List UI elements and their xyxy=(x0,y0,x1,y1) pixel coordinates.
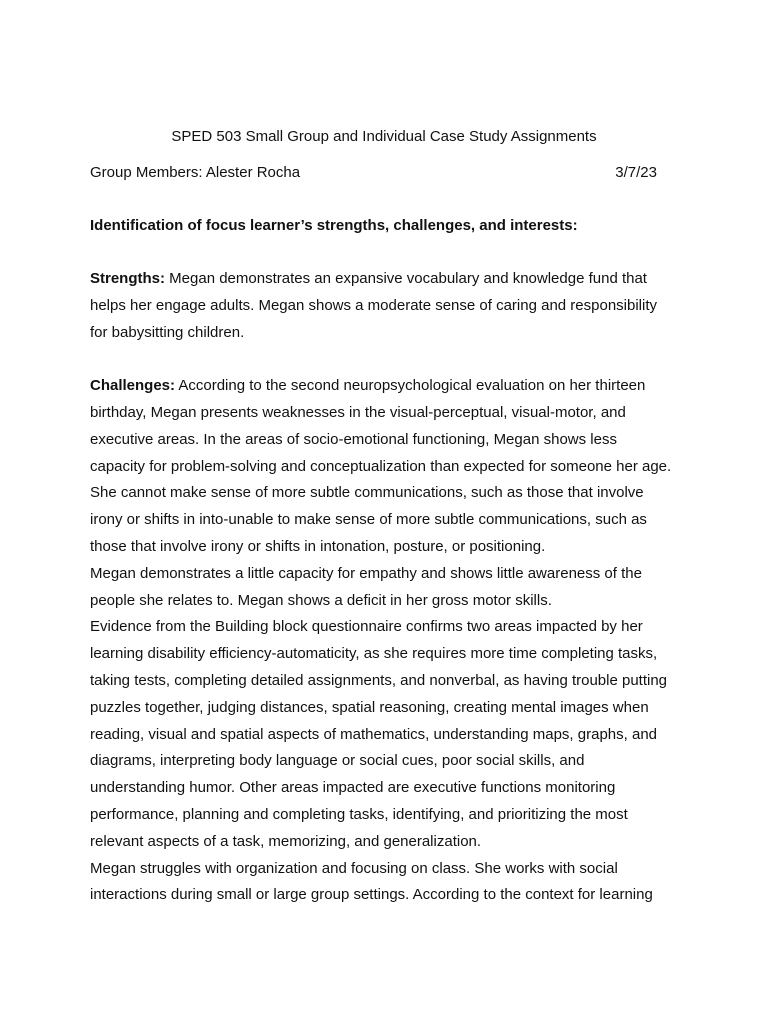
challenges-line-7: those that involve irony or shifts in intonation, posture, or positioning. xyxy=(90,537,546,555)
group-members: Group Members: Alester Rocha xyxy=(90,164,301,181)
evidence-paragraph xyxy=(90,614,680,855)
empathy-line-1: Megan demonstrates a little capacity for empathy and shows little awareness of the xyxy=(90,564,642,582)
organization-line-2: interactions during small or large group settings. According to the context for learning xyxy=(90,886,653,904)
evidence-line-1: Evidence from the Building block questionnaire confirms two areas impacted by her xyxy=(90,618,643,636)
strengths-line-1 xyxy=(90,266,680,293)
challenges-line-2: birthday, Megan presents weaknesses in the visual-perceptual, visual-motor, and xyxy=(90,403,626,421)
strengths-text: Megan demonstrates an expansive vocabulary and knowledge fund that xyxy=(165,270,647,287)
challenges-line-5: She cannot make sense of more subtle communications, such as those that involve xyxy=(90,484,644,502)
strengths-line-3: for babysitting children. xyxy=(90,323,245,341)
challenges-line-1 xyxy=(90,373,680,400)
document-date: 3/7/23 xyxy=(615,164,657,181)
evidence-line-7: understanding humor. Other areas impacted are executive functions monitoring xyxy=(90,779,616,797)
challenges-line-3: executive areas. In the areas of socio-emotional functioning, Megan shows less xyxy=(90,430,617,448)
strengths-line-2: helps her engage adults. Megan shows a moderate sense of caring and responsibility xyxy=(90,296,658,314)
document-title xyxy=(0,127,768,147)
evidence-line-3: taking tests, completing detailed assignments, and nonverbal, as having trouble putting xyxy=(90,671,668,689)
evidence-line-8: performance, planning and completing tasks, identifying, and prioritizing the most xyxy=(90,805,628,823)
evidence-line-9: relevant aspects of a task, memorizing, and generalization. xyxy=(90,832,482,850)
members-row xyxy=(90,163,657,183)
organization-line-1: Megan struggles with organization and focusing on class. She works with social xyxy=(90,859,618,877)
empathy-paragraph xyxy=(90,561,680,615)
organization-paragraph xyxy=(90,856,680,910)
challenges-paragraph xyxy=(90,373,680,561)
empathy-line-2: people she relates to. Megan shows a deficit in her gross motor skills. xyxy=(90,591,552,609)
evidence-line-4: puzzles together, judging distances, spatial reasoning, creating mental images when xyxy=(90,698,649,716)
strengths-label: Strengths: xyxy=(90,270,165,287)
strengths-paragraph xyxy=(90,266,680,346)
section-heading: Identification of focus learner’s strengths, challenges, and interests: xyxy=(90,217,578,234)
document-title-text: SPED 503 Small Group and Individual Case Study Assignments xyxy=(171,128,597,145)
evidence-line-2: learning disability efficiency-automaticity, as she requires more time completing tasks, xyxy=(90,645,658,663)
challenges-label: Challenges: xyxy=(90,377,176,395)
document-body xyxy=(90,266,680,909)
evidence-line-5: reading, visual and spatial aspects of mathematics, understanding maps, graphs, and xyxy=(90,725,657,743)
challenges-line-6: irony or shifts in into-unable to make sense of more subtle communications, such as xyxy=(90,511,647,529)
evidence-line-6: diagrams, interpreting body language or social cues, poor social skills, and xyxy=(90,752,585,770)
challenges-text: According to the second neuropsychological evaluation on her thirteen xyxy=(175,377,646,395)
challenges-line-4: capacity for problem-solving and conceptualization than expected for someone her age. xyxy=(90,457,672,475)
